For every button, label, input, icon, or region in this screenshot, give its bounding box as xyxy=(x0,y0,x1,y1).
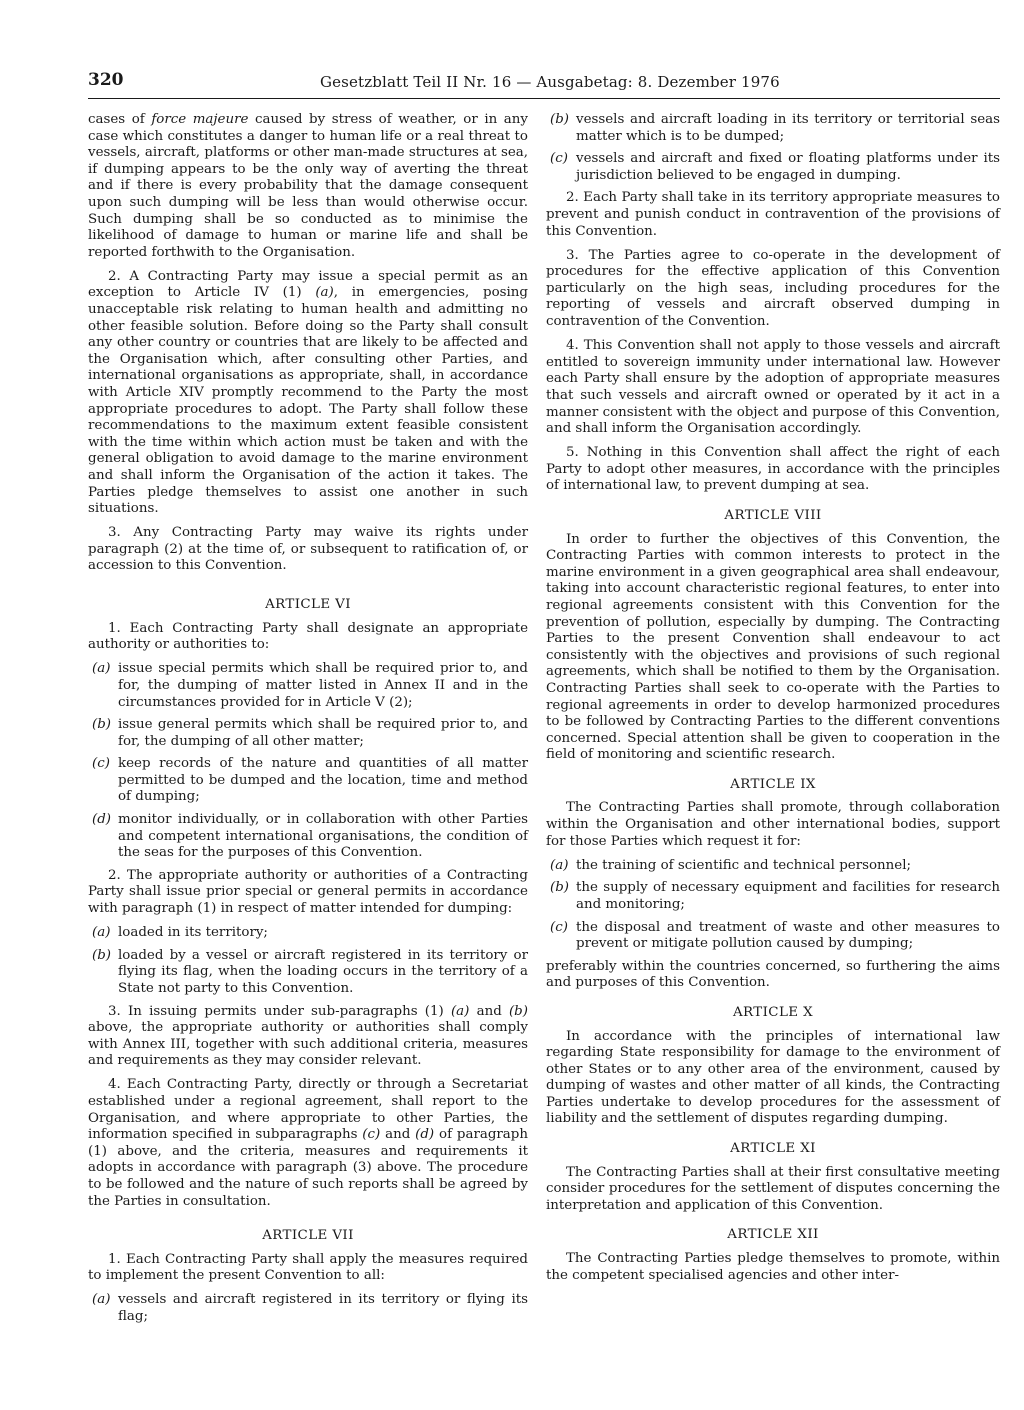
paragraph: 3. In issuing permits under sub-paragraphs (1) (a) and (b) above, the appropriate authority or authorities shall comply with Annex III, together with such additional criteria, measures and requirements as they may consider relevant. xyxy=(88,1003,528,1069)
article-heading: ARTICLE XI xyxy=(730,1141,816,1157)
list-item: (b) loaded by a vessel or aircraft registered in its territory or flying its flag, when the loading occurs in the territory of a State not party to this Convention. xyxy=(92,947,528,996)
paragraph: cases of force majeure caused by stress of weather, or in any case which constitutes a danger to human life or a real threat to vessels, aircraft, platforms or other man-made structures at sea, if dumping appears to be the only way of averting the threat and if there is every probability that the damage consequent upon such dumping will be less than would otherwise occur. Such dumping shall be so conducted as to minimise the likelihood of damage to human or marine life and shall be reported forthwith to the Organisation. xyxy=(88,112,528,260)
paragraph: 2. Each Party shall take in its territory appropriate measures to prevent and punish conduct in contravention of the provisions of this Convention. xyxy=(546,190,1000,239)
list-item: (c) keep records of the nature and quantities of all matter permitted to be dumped and the location, time and method of dumping; xyxy=(92,756,528,805)
article-heading: ARTICLE VIII xyxy=(724,507,822,523)
left-column xyxy=(88,112,528,1332)
paragraph: The Contracting Parties shall at their first consultative meeting consider procedures for the settlement of disputes concerning the interpretation and application of this Convention. xyxy=(546,1164,1000,1213)
paragraph: 3. Any Contracting Party may waive its rights under paragraph (2) at the time of, or subsequent to ratification of, or accession to this Convention. xyxy=(88,525,528,574)
list-item: (a) the training of scientific and technical personnel; xyxy=(550,857,912,873)
list-item: (b) vessels and aircraft loading in its territory or territorial seas matter which is to be dumped; xyxy=(550,112,1000,144)
list-item: (b) the supply of necessary equipment and facilities for research and monitoring; xyxy=(550,880,1000,912)
list-item: (a) vessels and aircraft registered in its territory or flying its flag; xyxy=(92,1292,528,1324)
list-item: (a) loaded in its territory; xyxy=(92,925,268,941)
paragraph: 1. Each Contracting Party shall designate an appropriate authority or authorities to: xyxy=(88,620,528,653)
paragraph: 2. The appropriate authority or authorities of a Contracting Party shall issue prior special or general permits in accordance with paragraph (1) in respect of matter intended for dumping: xyxy=(88,867,528,917)
page-number: 320 xyxy=(88,70,124,90)
paragraph: 5. Nothing in this Convention shall affect the right of each Party to adopt other measures, in accordance with the principles of international law, to prevent dumping at sea. xyxy=(546,445,1000,494)
article-heading: ARTICLE XII xyxy=(727,1227,819,1243)
article-heading: ARTICLE X xyxy=(732,1004,814,1020)
right-column xyxy=(546,112,1000,1292)
paragraph: In accordance with the principles of international law regarding State responsibility for damage to the environment of other States or to any other area of the environment, caused by dumping of wastes and other matter of all kinds, the Contracting Parties undertake to develop procedures for the assessment of liability and the settlement of disputes regarding dumping. xyxy=(546,1028,1000,1127)
paragraph: 2. A Contracting Party may issue a special permit as an exception to Article IV (1) (a), in emergencies, posing unacceptable risk relating to human health and admitting no other feasible solution. Before doing so the Party shall consult any other country or countries that are likely to be affected and the Organisation which, after consulting other Parties, and international organisations as appropriate, shall, in accordance with Article XIV promptly recommend to the Party the most appropriate procedures to adopt. The Party shall follow these recommendations to the maximum extent feasible consistent with the time within which action must be taken and with the general obligation to avoid damage to the marine environment and shall inform the Organisation of the action it takes. The Parties pledge themselves to assist one another in such situations. xyxy=(88,268,528,517)
paragraph: 4. This Convention shall not apply to those vessels and aircraft entitled to sovereign immunity under international law. However each Party shall ensure by the adoption of appropriate measures that such vessels and aircraft owned or operated by it act in a manner consistent with the object and purpose of this Convention, and shall inform the Organisation accordingly. xyxy=(546,338,1000,437)
article-heading: ARTICLE VII xyxy=(262,1228,354,1244)
list xyxy=(546,112,1000,184)
paragraph: 1. Each Contracting Party shall apply the measures required to implement the present Convention to all: xyxy=(88,1251,528,1284)
paragraph: 3. The Parties agree to co-operate in the development of procedures for the effective application of this Convention particularly on the high seas, including procedures for the reporting of vessels and aircraft observed dumping in contravention of the Convention. xyxy=(546,247,1000,330)
list xyxy=(88,661,528,862)
paragraph: In order to further the objectives of this Convention, the Contracting Parties with common interests to protect in the marine environment in a given geographical area shall endeavour, taking into account characteristic regional features, to enter into regional agreements consistent with this Convention for the prevention of pollution, especially by dumping. The Contracting Parties to the present Convention shall endeavour to act consistently with the objectives and provisions of such regional agreements, which shall be notified to them by the Organisation. Contracting Parties shall seek to co-operate with the Parties to regional agreements in order to develop harmonized procedures to be followed by Contracting Parties to the different conventions concerned. Special attention shall be given to cooperation in the field of monitoring and scientific research. xyxy=(546,531,1000,763)
list-item: (d) monitor individually, or in collaboration with other Parties and competent international organisations, the condition of the seas for the purposes of this Convention. xyxy=(92,812,528,861)
list-item: (c) vessels and aircraft and fixed or floating platforms under its jurisdiction believed to be engaged in dumping. xyxy=(550,151,1000,183)
page-header xyxy=(88,66,1000,99)
list-item: (c) the disposal and treatment of waste and other measures to prevent or mitigate pollution caused by dumping; xyxy=(550,919,1000,952)
article-heading: ARTICLE IX xyxy=(730,776,816,792)
article-heading: ARTICLE VI xyxy=(265,597,351,613)
list-item: (a) issue special permits which shall be required prior to, and for, the dumping of matter listed in Annex II and in the circumstances provided for in Article V (2); xyxy=(92,661,528,710)
list xyxy=(88,1292,528,1325)
list xyxy=(546,858,1000,953)
running-title: Gesetzblatt Teil II Nr. 16 — Ausgabetag: 8. Dezember 1976 xyxy=(320,73,780,91)
list xyxy=(88,925,528,997)
paragraph: The Contracting Parties pledge themselves to promote, within the competent specialised agencies and other inter- xyxy=(546,1251,1000,1283)
paragraph: The Contracting Parties shall promote, through collaboration within the Organisation and other international bodies, support for those Parties which request it for: xyxy=(546,800,1000,849)
paragraph: preferably within the countries concerned, so furthering the aims and purposes of this Convention. xyxy=(546,958,1000,991)
list-item: (b) issue general permits which shall be required prior to, and for, the dumping of all other matter; xyxy=(92,717,528,749)
paragraph: 4. Each Contracting Party, directly or through a Secretariat established under a regional agreement, shall report to the Organisation, and where appropriate to other Parties, the information specified in subparagraphs (c) and (d) of paragraph (1) above, and the criteria, measures and requirements it adopts in accordance with paragraph (3) above. The procedure to be followed and the nature of such reports shall be agreed by the Parties in consultation. xyxy=(88,1077,528,1209)
